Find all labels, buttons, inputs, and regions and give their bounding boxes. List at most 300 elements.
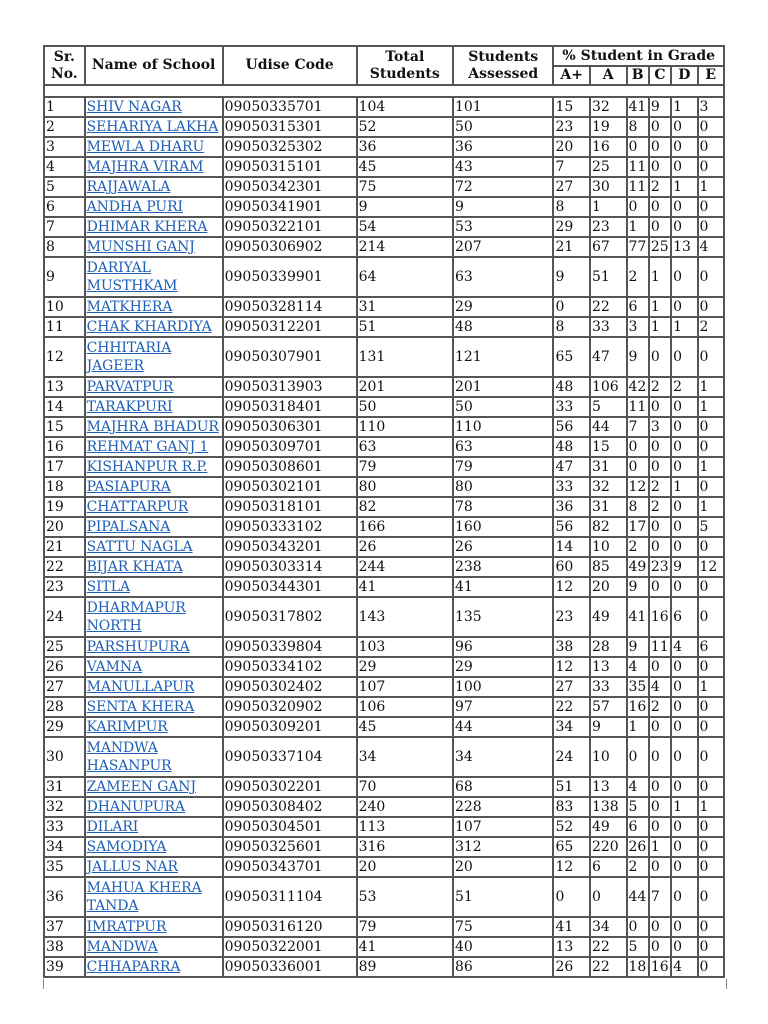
table-row: [44, 557, 724, 577]
grade-a-plus-cell: 26: [553, 957, 590, 977]
total-students-cell: 52: [357, 117, 453, 137]
grade-e-cell: 0: [698, 477, 725, 497]
udise-code-cell: 09050302101: [223, 477, 357, 497]
grade-c-cell: 25: [649, 237, 671, 257]
total-students-cell: 41: [357, 577, 453, 597]
school-name-cell: [85, 497, 223, 517]
total-students-cell: 143: [357, 597, 453, 637]
grade-d-cell: 0: [671, 497, 697, 517]
grade-a-cell: 31: [590, 457, 627, 477]
grade-a-plus-cell: 34: [553, 717, 590, 737]
grade-a-cell: 220: [590, 837, 627, 857]
school-name-link[interactable]: REHMAT GANJ 1: [86, 439, 209, 455]
school-name-cell: [85, 117, 223, 137]
grade-e-cell: 4: [698, 237, 725, 257]
total-students-cell: 54: [357, 217, 453, 237]
grade-c-cell: 0: [649, 937, 671, 957]
grade-b-cell: 0: [627, 137, 649, 157]
school-name-link[interactable]: MAJHRA BHADUR: [86, 419, 219, 435]
school-name-cell: [85, 657, 223, 677]
grade-a-cell: 67: [590, 237, 627, 257]
grade-e-cell: 3: [698, 97, 725, 117]
udise-code-cell: 09050343701: [223, 857, 357, 877]
grade-a-cell: 22: [590, 937, 627, 957]
udise-code-cell: 09050342301: [223, 177, 357, 197]
students-assessed-cell: 40: [453, 937, 553, 957]
students-assessed-cell: 107: [453, 817, 553, 837]
school-name-link[interactable]: DILARI: [86, 819, 139, 835]
grade-e-cell: 0: [698, 257, 725, 297]
grade-b-cell: 2: [627, 537, 649, 557]
school-name-cell: [85, 577, 223, 597]
school-name-cell: [85, 257, 223, 297]
grade-e-cell: 0: [698, 657, 725, 677]
grade-c-cell: 0: [649, 537, 671, 557]
school-name-link[interactable]: KARIMPUR: [86, 719, 168, 735]
grade-a-plus-cell: 48: [553, 437, 590, 457]
grade-d-cell: 0: [671, 157, 697, 177]
students-assessed-cell: 63: [453, 257, 553, 297]
grade-d-cell: 4: [671, 957, 697, 977]
table-row: [44, 457, 724, 477]
header-total-students: Total Students: [357, 46, 453, 85]
students-assessed-cell: 201: [453, 377, 553, 397]
grade-e-cell: 0: [698, 577, 725, 597]
school-name-link[interactable]: DARIYAL MUSTHKAM: [86, 260, 178, 294]
total-students-cell: 64: [357, 257, 453, 297]
school-name-link[interactable]: MATKHERA: [86, 299, 173, 315]
school-name-link[interactable]: CHAK KHARDIYA: [86, 319, 212, 335]
total-students-cell: 63: [357, 437, 453, 457]
grade-a-cell: 10: [590, 537, 627, 557]
grade-d-cell: 0: [671, 937, 697, 957]
school-name-cell: [85, 317, 223, 337]
school-name-link[interactable]: ZAMEEN GANJ: [86, 779, 196, 795]
grade-c-cell: 0: [649, 857, 671, 877]
udise-code-cell: 09050339901: [223, 257, 357, 297]
school-name-link[interactable]: ANDHA PURI: [86, 199, 183, 215]
grade-a-plus-cell: 12: [553, 857, 590, 877]
sr-no-cell: 33: [44, 817, 85, 837]
grade-a-plus-cell: 20: [553, 137, 590, 157]
school-name-link[interactable]: MANULLAPUR: [86, 679, 195, 695]
grade-a-plus-cell: 12: [553, 577, 590, 597]
school-name-link[interactable]: KISHANPUR R.P.: [86, 459, 208, 475]
sr-no-cell: 37: [44, 917, 85, 937]
sr-no-cell: 34: [44, 837, 85, 857]
school-name-link[interactable]: PIPALSANA: [86, 519, 171, 535]
grade-a-plus-cell: 24: [553, 737, 590, 777]
table-row: [44, 937, 724, 957]
school-name-link[interactable]: SHIV NAGAR: [86, 99, 182, 115]
header-grade-c: C: [649, 66, 671, 85]
school-name-link[interactable]: TARAKPURI: [86, 399, 173, 415]
udise-code-cell: 09050309701: [223, 437, 357, 457]
grade-e-cell: 1: [698, 397, 725, 417]
grade-d-cell: 0: [671, 417, 697, 437]
udise-code-cell: 09050312201: [223, 317, 357, 337]
table-row: [44, 317, 724, 337]
table-row: [44, 237, 724, 257]
school-name-link[interactable]: CHHITARIA JAGEER: [86, 340, 172, 374]
grade-e-cell: 0: [698, 857, 725, 877]
grade-e-cell: 0: [698, 537, 725, 557]
school-name-link[interactable]: SEHARIYA LAKHA: [86, 119, 219, 135]
school-name-link[interactable]: SATTU NAGLA: [86, 539, 193, 555]
grade-a-cell: 13: [590, 777, 627, 797]
school-name-link[interactable]: PASIAPURA: [86, 479, 171, 495]
grade-b-cell: 0: [627, 457, 649, 477]
students-assessed-cell: 110: [453, 417, 553, 437]
grade-d-cell: 0: [671, 457, 697, 477]
grade-c-cell: 1: [649, 837, 671, 857]
grade-a-plus-cell: 13: [553, 937, 590, 957]
school-name-link[interactable]: CHATTARPUR: [86, 499, 189, 515]
school-name-cell: [85, 557, 223, 577]
sr-no-cell: 8: [44, 237, 85, 257]
students-assessed-cell: 50: [453, 117, 553, 137]
students-assessed-cell: 29: [453, 297, 553, 317]
sr-no-cell: 2: [44, 117, 85, 137]
grade-b-cell: 6: [627, 297, 649, 317]
school-name-link[interactable]: MAHUA KHERA TANDA: [86, 880, 202, 914]
grade-b-cell: 9: [627, 577, 649, 597]
table-row: [44, 417, 724, 437]
grade-b-cell: 9: [627, 637, 649, 657]
grade-d-cell: 0: [671, 777, 697, 797]
grade-d-cell: 0: [671, 257, 697, 297]
school-name-link[interactable]: MAJHRA VIRAM: [86, 159, 204, 175]
grade-a-plus-cell: 9: [553, 257, 590, 297]
udise-code-cell: 09050320902: [223, 697, 357, 717]
total-students-cell: 113: [357, 817, 453, 837]
grade-b-cell: 8: [627, 497, 649, 517]
school-name-cell: [85, 157, 223, 177]
grade-e-cell: 6: [698, 637, 725, 657]
grade-d-cell: 0: [671, 857, 697, 877]
grade-b-cell: 11: [627, 157, 649, 177]
grade-b-cell: 49: [627, 557, 649, 577]
total-students-cell: 82: [357, 497, 453, 517]
grade-a-plus-cell: 41: [553, 917, 590, 937]
grade-a-plus-cell: 65: [553, 337, 590, 377]
total-students-cell: 104: [357, 97, 453, 117]
grade-b-cell: 42: [627, 377, 649, 397]
total-students-cell: 26: [357, 537, 453, 557]
grade-d-cell: 0: [671, 877, 697, 917]
grade-e-cell: 1: [698, 457, 725, 477]
students-assessed-cell: 50: [453, 397, 553, 417]
table-row: [44, 657, 724, 677]
grade-b-cell: 8: [627, 117, 649, 137]
grade-a-cell: 31: [590, 497, 627, 517]
sr-no-cell: 31: [44, 777, 85, 797]
grade-c-cell: 2: [649, 377, 671, 397]
total-students-cell: 107: [357, 677, 453, 697]
grade-a-cell: 0: [590, 877, 627, 917]
school-name-cell: [85, 717, 223, 737]
grade-d-cell: 4: [671, 637, 697, 657]
school-name-link[interactable]: JALLUS NAR: [86, 859, 178, 875]
school-name-link[interactable]: PARVATPUR: [86, 379, 174, 395]
table-row: [44, 377, 724, 397]
grade-d-cell: 0: [671, 737, 697, 777]
grade-d-cell: 0: [671, 197, 697, 217]
total-students-cell: 51: [357, 317, 453, 337]
sr-no-cell: 14: [44, 397, 85, 417]
school-name-link[interactable]: DHIMAR KHERA: [86, 219, 208, 235]
school-name-cell: [85, 377, 223, 397]
grade-d-cell: 0: [671, 397, 697, 417]
sr-no-cell: 38: [44, 937, 85, 957]
grade-b-cell: 0: [627, 917, 649, 937]
school-name-link[interactable]: IMRATPUR: [86, 919, 167, 935]
school-name-cell: [85, 937, 223, 957]
grade-b-cell: 1: [627, 717, 649, 737]
grade-e-cell: 1: [698, 677, 725, 697]
grade-a-plus-cell: 60: [553, 557, 590, 577]
grade-a-cell: 22: [590, 957, 627, 977]
table-row: [44, 337, 724, 377]
grade-a-plus-cell: 56: [553, 517, 590, 537]
udise-code-cell: 09050311104: [223, 877, 357, 917]
grade-b-cell: 5: [627, 797, 649, 817]
grade-c-cell: 0: [649, 397, 671, 417]
grade-b-cell: 7: [627, 417, 649, 437]
total-students-cell: 31: [357, 297, 453, 317]
sr-no-cell: 13: [44, 377, 85, 397]
total-students-cell: 9: [357, 197, 453, 217]
sr-no-cell: 17: [44, 457, 85, 477]
grade-a-plus-cell: 21: [553, 237, 590, 257]
school-name-cell: [85, 877, 223, 917]
header-udise-code: Udise Code: [223, 46, 357, 85]
header-school-name: Name of School: [85, 46, 223, 85]
grade-a-plus-cell: 52: [553, 817, 590, 837]
grade-d-cell: 0: [671, 577, 697, 597]
header-sr-no: Sr. No.: [44, 46, 85, 85]
udise-code-cell: 09050315301: [223, 117, 357, 137]
sr-no-cell: 23: [44, 577, 85, 597]
grade-c-cell: 4: [649, 677, 671, 697]
students-assessed-cell: 51: [453, 877, 553, 917]
grade-c-cell: 0: [649, 457, 671, 477]
table-header: [44, 46, 724, 97]
school-grade-table: [43, 45, 725, 978]
table-row: [44, 677, 724, 697]
grade-d-cell: 0: [671, 337, 697, 377]
header-spacer: [44, 85, 724, 97]
udise-code-cell: 09050316120: [223, 917, 357, 937]
table-row: [44, 717, 724, 737]
sr-no-cell: 28: [44, 697, 85, 717]
grade-d-cell: 2: [671, 377, 697, 397]
grade-c-cell: 0: [649, 777, 671, 797]
grade-e-cell: 0: [698, 917, 725, 937]
table-row: [44, 477, 724, 497]
total-students-cell: 29: [357, 657, 453, 677]
grade-a-plus-cell: 22: [553, 697, 590, 717]
school-name-link[interactable]: MANDWA: [86, 939, 158, 955]
total-students-cell: 240: [357, 797, 453, 817]
udise-code-cell: 09050334102: [223, 657, 357, 677]
grade-c-cell: 0: [649, 797, 671, 817]
grade-e-cell: 0: [698, 417, 725, 437]
grade-c-cell: 1: [649, 257, 671, 297]
grade-a-cell: 19: [590, 117, 627, 137]
sr-no-cell: 9: [44, 257, 85, 297]
grade-a-plus-cell: 0: [553, 877, 590, 917]
udise-code-cell: 09050302402: [223, 677, 357, 697]
grade-b-cell: 6: [627, 817, 649, 837]
school-name-cell: [85, 857, 223, 877]
grade-e-cell: 1: [698, 497, 725, 517]
table-row: [44, 497, 724, 517]
grade-a-plus-cell: 8: [553, 197, 590, 217]
table-row: [44, 737, 724, 777]
udise-code-cell: 09050325302: [223, 137, 357, 157]
grade-a-cell: 82: [590, 517, 627, 537]
grade-a-cell: 23: [590, 217, 627, 237]
grade-a-cell: 49: [590, 597, 627, 637]
table-row: [44, 177, 724, 197]
table-continuation: [43, 979, 727, 989]
grade-c-cell: 0: [649, 337, 671, 377]
total-students-cell: 79: [357, 917, 453, 937]
table-row: [44, 957, 724, 977]
school-name-cell: [85, 917, 223, 937]
total-students-cell: 166: [357, 517, 453, 537]
table-row: [44, 917, 724, 937]
school-name-link[interactable]: BIJAR KHATA: [86, 559, 183, 575]
students-assessed-cell: 36: [453, 137, 553, 157]
grade-e-cell: 12: [698, 557, 725, 577]
grade-c-cell: 2: [649, 477, 671, 497]
students-assessed-cell: 238: [453, 557, 553, 577]
header-grade-group: % Student in Grade: [553, 46, 724, 66]
grade-e-cell: 0: [698, 217, 725, 237]
grade-d-cell: 0: [671, 437, 697, 457]
udise-code-cell: 09050336001: [223, 957, 357, 977]
grade-d-cell: 0: [671, 697, 697, 717]
grade-c-cell: 0: [649, 117, 671, 137]
grade-b-cell: 2: [627, 257, 649, 297]
grade-d-cell: 1: [671, 97, 697, 117]
total-students-cell: 75: [357, 177, 453, 197]
grade-e-cell: 0: [698, 817, 725, 837]
total-students-cell: 41: [357, 937, 453, 957]
header-grade-a-plus: A+: [553, 66, 590, 85]
school-name-cell: [85, 237, 223, 257]
students-assessed-cell: 29: [453, 657, 553, 677]
sr-no-cell: 25: [44, 637, 85, 657]
total-students-cell: 70: [357, 777, 453, 797]
grade-a-cell: 9: [590, 717, 627, 737]
grade-e-cell: 0: [698, 877, 725, 917]
table-row: [44, 857, 724, 877]
school-name-link[interactable]: DHANUPURA: [86, 799, 185, 815]
header-students-assessed: Students Assessed: [453, 46, 553, 85]
grade-a-plus-cell: 29: [553, 217, 590, 237]
school-name-link[interactable]: CHHAPARRA: [86, 959, 181, 975]
school-name-cell: [85, 817, 223, 837]
udise-code-cell: 09050315101: [223, 157, 357, 177]
total-students-cell: 36: [357, 137, 453, 157]
school-name-link[interactable]: SENTA KHERA: [86, 699, 195, 715]
grade-e-cell: 0: [698, 957, 725, 977]
school-name-cell: [85, 337, 223, 377]
udise-code-cell: 09050325601: [223, 837, 357, 857]
school-name-link[interactable]: DHARMAPUR NORTH: [86, 600, 186, 634]
grade-b-cell: 2: [627, 857, 649, 877]
grade-a-plus-cell: 7: [553, 157, 590, 177]
grade-a-plus-cell: 23: [553, 597, 590, 637]
school-name-cell: [85, 957, 223, 977]
table-row: [44, 97, 724, 117]
grade-d-cell: 0: [671, 297, 697, 317]
students-assessed-cell: 9: [453, 197, 553, 217]
grade-a-cell: 138: [590, 797, 627, 817]
udise-code-cell: 09050317802: [223, 597, 357, 637]
sr-no-cell: 4: [44, 157, 85, 177]
table-row: [44, 257, 724, 297]
school-name-link[interactable]: VAMNA: [86, 659, 143, 675]
udise-code-cell: 09050341901: [223, 197, 357, 217]
school-name-cell: [85, 477, 223, 497]
grade-a-plus-cell: 38: [553, 637, 590, 657]
total-students-cell: 89: [357, 957, 453, 977]
school-name-cell: [85, 97, 223, 117]
school-name-link[interactable]: MUNSHI GANJ: [86, 239, 195, 255]
grade-a-plus-cell: 15: [553, 97, 590, 117]
grade-c-cell: 23: [649, 557, 671, 577]
grade-a-cell: 6: [590, 857, 627, 877]
school-name-link[interactable]: RAJJAWALA: [86, 179, 171, 195]
grade-a-plus-cell: 27: [553, 177, 590, 197]
school-name-link[interactable]: PARSHUPURA: [86, 639, 190, 655]
grade-c-cell: 7: [649, 877, 671, 917]
udise-code-cell: 09050308402: [223, 797, 357, 817]
grade-b-cell: 5: [627, 937, 649, 957]
grade-e-cell: 1: [698, 177, 725, 197]
header-grade-a: A: [590, 66, 627, 85]
total-students-cell: 103: [357, 637, 453, 657]
students-assessed-cell: 20: [453, 857, 553, 877]
school-name-cell: [85, 637, 223, 657]
school-name-cell: [85, 517, 223, 537]
grade-c-cell: 0: [649, 657, 671, 677]
school-name-link[interactable]: MANDWA HASANPUR: [86, 740, 172, 774]
grade-c-cell: 0: [649, 737, 671, 777]
students-assessed-cell: 135: [453, 597, 553, 637]
school-name-link[interactable]: SITLA: [86, 579, 130, 595]
grade-d-cell: 0: [671, 917, 697, 937]
grade-a-cell: 28: [590, 637, 627, 657]
school-name-link[interactable]: MEWLA DHARU: [86, 139, 205, 155]
grade-b-cell: 0: [627, 197, 649, 217]
students-assessed-cell: 97: [453, 697, 553, 717]
grade-a-cell: 13: [590, 657, 627, 677]
grade-c-cell: 2: [649, 177, 671, 197]
grade-b-cell: 16: [627, 697, 649, 717]
school-name-link[interactable]: SAMODIYA: [86, 839, 167, 855]
grade-b-cell: 4: [627, 777, 649, 797]
grade-b-cell: 12: [627, 477, 649, 497]
grade-e-cell: 0: [698, 297, 725, 317]
grade-e-cell: 0: [698, 717, 725, 737]
sr-no-cell: 27: [44, 677, 85, 697]
total-students-cell: 79: [357, 457, 453, 477]
